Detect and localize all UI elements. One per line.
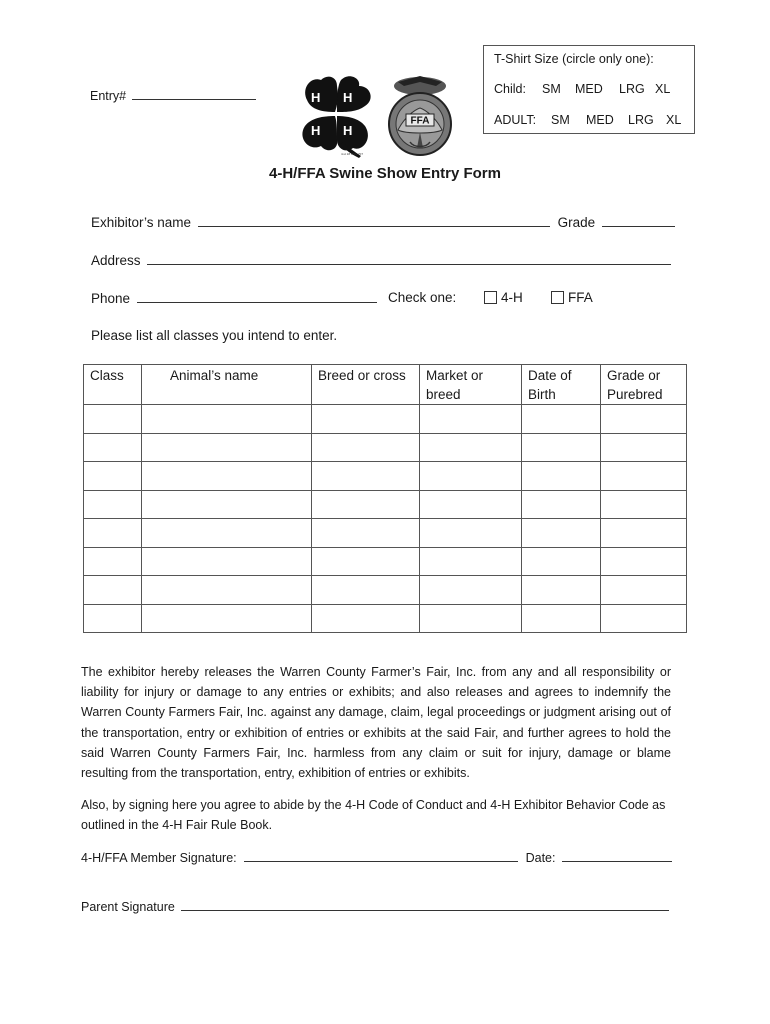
cell-market-breed[interactable] (420, 462, 522, 491)
header-date-line1: Date of (528, 368, 572, 383)
cell-animal-name[interactable] (142, 547, 312, 576)
svg-text:H: H (343, 90, 353, 105)
svg-text:H: H (343, 123, 353, 138)
cell-class[interactable] (84, 604, 142, 633)
code-of-conduct-paragraph: Also, by signing here you agree to abide by the 4-H Code of Conduct and 4-H Exhibitor Behavior Code as outlined in the 4-H Fair Rule Book. (81, 798, 666, 833)
cell-date-of-birth[interactable] (522, 490, 601, 519)
cell-class[interactable] (84, 576, 142, 605)
cell-breed[interactable] (312, 462, 420, 491)
cell-date-of-birth[interactable] (522, 547, 601, 576)
parent-signature-field[interactable] (81, 898, 669, 914)
adult-size-sm[interactable]: SM (551, 113, 570, 127)
cell-breed[interactable] (312, 576, 420, 605)
svg-text:H: H (311, 90, 321, 105)
cell-market-breed[interactable] (420, 547, 522, 576)
cell-grade-purebred[interactable] (601, 576, 687, 605)
table-row (84, 547, 687, 576)
cell-market-breed[interactable] (420, 576, 522, 605)
option-ffa[interactable] (551, 290, 593, 305)
table-body (84, 405, 687, 633)
header-market-line2: breed (426, 387, 461, 402)
cell-date-of-birth[interactable] (522, 604, 601, 633)
cell-class[interactable] (84, 519, 142, 548)
table-row (84, 604, 687, 633)
cell-grade-purebred[interactable] (601, 519, 687, 548)
parent-signature-label: Parent Signature (81, 900, 175, 914)
classes-instruction: Please list all classes you intend to enter. (91, 328, 338, 343)
cell-date-of-birth[interactable] (522, 405, 601, 434)
svg-text:4-H 18 USC 707: 4-H 18 USC 707 (341, 152, 364, 156)
ffa-emblem-icon (384, 72, 456, 160)
cell-breed[interactable] (312, 405, 420, 434)
tshirt-size-box (483, 45, 695, 134)
header-market-line1: Market or (426, 368, 484, 383)
release-paragraph: The exhibitor hereby releases the Warren County Farmer’s Fair, Inc. from any and all responsibility or liability for injury or damage to any entries or exhibits; and also releases and agrees to indemnify the Warren County Farmers Fair, Inc. against any damage, claim, legal proceedings or judgment arising out of the transportation, entry or exhibition of entries or exhibits at the said Fair, and further agrees to hold the said Warren County Farmers Fair, Inc. harmless from any claim or suit for injury, damage or blame resulting from the transportation, entry, exhibition of entries or exhibits. (81, 665, 671, 781)
address-line[interactable] (147, 252, 671, 265)
phone-line[interactable] (137, 290, 377, 303)
header-grade-line1: Grade or (607, 368, 661, 383)
grade-label: Grade (557, 215, 596, 230)
cell-market-breed[interactable] (420, 519, 522, 548)
cell-grade-purebred[interactable] (601, 604, 687, 633)
address-label: Address (91, 253, 141, 268)
cell-class[interactable] (84, 490, 142, 519)
cell-grade-purebred[interactable] (601, 405, 687, 434)
option-4h[interactable] (484, 290, 523, 305)
cell-class[interactable] (84, 462, 142, 491)
cell-market-breed[interactable] (420, 433, 522, 462)
cell-class[interactable] (84, 433, 142, 462)
child-size-lrg[interactable]: LRG (619, 82, 645, 96)
entry-number-label: Entry# (90, 89, 127, 103)
exhibitor-name-line[interactable] (198, 214, 550, 227)
svg-text:H: H (311, 123, 321, 138)
exhibitor-name-label: Exhibitor’s name (91, 215, 192, 230)
check-one-label: Check one: (388, 290, 457, 305)
adult-size-lrg[interactable]: LRG (628, 113, 654, 127)
table-row (84, 490, 687, 519)
table-row (84, 519, 687, 548)
child-size-label: Child: (494, 82, 526, 96)
member-signature-field[interactable] (81, 849, 672, 865)
header-class: Class (84, 365, 142, 405)
table-header-row (84, 365, 687, 405)
cell-market-breed[interactable] (420, 604, 522, 633)
form-title: 4-H/FFA Swine Show Entry Form (269, 165, 501, 182)
parent-signature-line[interactable] (181, 898, 669, 911)
cell-animal-name[interactable] (142, 490, 312, 519)
checkbox-ffa[interactable] (551, 291, 564, 304)
cell-animal-name[interactable] (142, 604, 312, 633)
phone-field[interactable] (91, 290, 377, 306)
child-size-sm[interactable]: SM (542, 82, 561, 96)
child-size-med[interactable]: MED (575, 82, 603, 96)
date-line[interactable] (562, 849, 672, 862)
entry-number-field[interactable] (90, 87, 256, 103)
table-row (84, 433, 687, 462)
cell-breed[interactable] (312, 547, 420, 576)
entry-number-line[interactable] (132, 87, 256, 100)
cell-grade-purebred[interactable] (601, 490, 687, 519)
cell-grade-purebred[interactable] (601, 462, 687, 491)
checkbox-4h[interactable] (484, 291, 497, 304)
cell-market-breed[interactable] (420, 405, 522, 434)
cell-animal-name[interactable] (142, 405, 312, 434)
grade-line[interactable] (602, 214, 675, 227)
cell-breed[interactable] (312, 519, 420, 548)
cell-class[interactable] (84, 547, 142, 576)
address-field[interactable] (91, 252, 671, 268)
member-signature-line[interactable] (244, 849, 518, 862)
header-grade-line2: Purebred (607, 387, 663, 402)
date-label: Date: (525, 851, 556, 865)
adult-size-label: ADULT: (494, 113, 537, 127)
header-breed: Breed or cross (312, 365, 420, 405)
cell-breed[interactable] (312, 433, 420, 462)
cell-breed[interactable] (312, 490, 420, 519)
header-date-of-birth (522, 365, 601, 405)
ffa-emblem-text: FFA (410, 115, 430, 127)
adult-size-med[interactable]: MED (586, 113, 614, 127)
member-signature-label: 4-H/FFA Member Signature: (81, 851, 237, 865)
header-animal-name: Animal’s name (142, 365, 312, 405)
cell-date-of-birth[interactable] (522, 462, 601, 491)
exhibitor-name-field[interactable] (91, 214, 675, 230)
table-row (84, 405, 687, 434)
option-ffa-label: FFA (568, 290, 593, 305)
header-grade-purebred (601, 365, 687, 405)
phone-label: Phone (91, 291, 131, 306)
cell-market-breed[interactable] (420, 490, 522, 519)
cell-date-of-birth[interactable] (522, 519, 601, 548)
tshirt-size-title: T-Shirt Size (circle only one): (494, 52, 654, 66)
table-row (84, 576, 687, 605)
cell-animal-name[interactable] (142, 519, 312, 548)
cell-date-of-birth[interactable] (522, 576, 601, 605)
classes-table (83, 364, 687, 633)
header-market-breed (420, 365, 522, 405)
cell-animal-name[interactable] (142, 433, 312, 462)
cell-grade-purebred[interactable] (601, 433, 687, 462)
cell-grade-purebred[interactable] (601, 547, 687, 576)
cell-breed[interactable] (312, 604, 420, 633)
table-row (84, 462, 687, 491)
adult-size-xl[interactable]: XL (666, 113, 682, 127)
option-4h-label: 4-H (501, 290, 523, 305)
header-date-line2: Birth (528, 387, 556, 402)
cell-class[interactable] (84, 405, 142, 434)
child-size-xl[interactable]: XL (655, 82, 671, 96)
cell-animal-name[interactable] (142, 462, 312, 491)
cell-date-of-birth[interactable] (522, 433, 601, 462)
cell-animal-name[interactable] (142, 576, 312, 605)
4h-clover-icon (293, 72, 377, 158)
